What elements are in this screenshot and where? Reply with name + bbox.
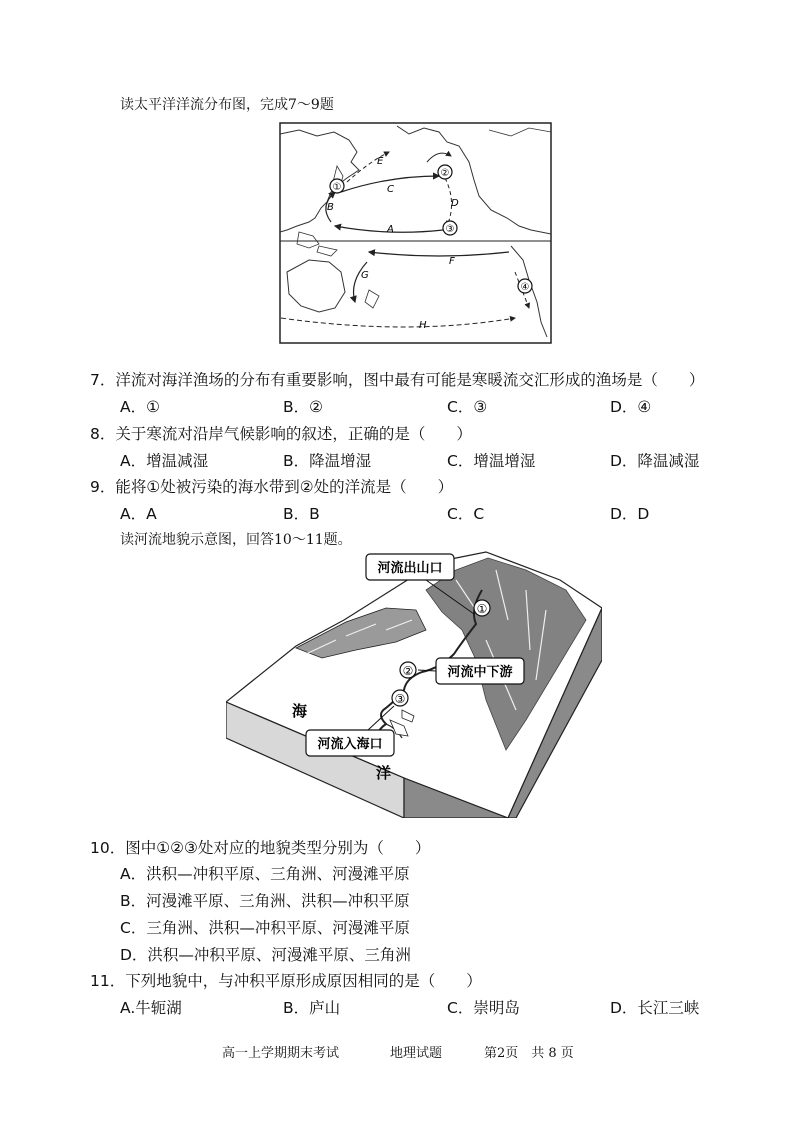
- map-marker-2: ②: [440, 168, 450, 179]
- q7-option-d[interactable]: D．④: [610, 398, 652, 416]
- river-intro: 读河流地貌示意图，回答10～11题。: [120, 532, 352, 548]
- q8-option-a[interactable]: A．增温减湿: [120, 452, 209, 470]
- label-c: C: [387, 184, 394, 195]
- label-e: E: [377, 156, 384, 167]
- question-10-stem: 10．图中①②③处对应的地貌类型分别为（ ）: [90, 839, 431, 857]
- q8-option-d[interactable]: D．降温减湿: [610, 452, 700, 470]
- map-intro: 读太平洋洋流分布图，完成7～9题: [120, 97, 334, 113]
- q10-option-c[interactable]: C．三角洲、洪积—冲积平原、河漫滩平原: [120, 919, 410, 937]
- q10-option-a[interactable]: A．洪积—冲积平原、三角洲、河漫滩平原: [120, 865, 410, 883]
- q9-option-a[interactable]: A．A: [120, 505, 157, 523]
- label-h: H: [419, 320, 427, 331]
- question-7-stem: 7．洋流对海洋渔场的分布有重要影响，图中最有可能是寒暖流交汇形成的渔场是（ ）: [90, 371, 705, 389]
- river-marker-1: ①: [476, 602, 488, 616]
- label-f: F: [449, 256, 455, 267]
- q7-option-c[interactable]: C．③: [447, 398, 488, 416]
- river-marker-3: ③: [394, 692, 406, 706]
- q11-option-b[interactable]: B．庐山: [283, 999, 341, 1017]
- map-marker-3: ③: [445, 224, 455, 235]
- label-a: A: [387, 224, 394, 235]
- callout-outlet: 河流出山口: [377, 561, 443, 576]
- q10-option-b[interactable]: B．河漫滩平原、三角洲、洪积—冲积平原: [120, 892, 410, 910]
- map-marker-1: ①: [332, 182, 342, 193]
- q9-option-b[interactable]: B．B: [283, 505, 320, 523]
- q7-option-a[interactable]: A．①: [120, 398, 160, 416]
- footer-page: 第2页 共 8 页: [484, 1046, 574, 1061]
- map-marker-4: ④: [520, 282, 530, 293]
- map-frame: [280, 123, 551, 343]
- label-b: B: [327, 202, 334, 213]
- q8-option-c[interactable]: C．增温增湿: [447, 452, 536, 470]
- river-landform-diagram: [226, 550, 602, 818]
- pacific-currents-map: [279, 122, 552, 344]
- callout-middle: 河流中下游: [447, 665, 513, 680]
- callout-mouth: 河流入海口: [317, 737, 383, 752]
- q8-option-b[interactable]: B．降温增湿: [283, 452, 372, 470]
- sea-label-1: 海: [292, 702, 308, 720]
- label-g: G: [361, 270, 369, 281]
- question-11-stem: 11．下列地貌中，与冲积平原形成原因相同的是（ ）: [90, 972, 482, 990]
- sea-label-2: 洋: [376, 764, 392, 782]
- q9-option-c[interactable]: C．C: [447, 505, 485, 523]
- q11-option-c[interactable]: C．崇明岛: [447, 999, 520, 1017]
- footer-exam: 高一上学期期末考试: [222, 1046, 340, 1061]
- q11-option-d[interactable]: D．长江三峡: [610, 999, 700, 1017]
- river-marker-2: ②: [402, 664, 414, 678]
- question-8-stem: 8．关于寒流对沿岸气候影响的叙述，正确的是（ ）: [90, 425, 472, 443]
- q11-option-a[interactable]: A.牛轭湖: [120, 999, 182, 1017]
- footer-subject: 地理试题: [390, 1046, 443, 1061]
- q7-option-b[interactable]: B．②: [283, 398, 324, 416]
- q9-option-d[interactable]: D．D: [610, 505, 650, 523]
- label-d: D: [451, 198, 459, 209]
- q10-option-d[interactable]: D．洪积—冲积平原、河漫滩平原、三角洲: [120, 946, 411, 964]
- question-9-stem: 9．能将①处被污染的海水带到②处的洋流是（ ）: [90, 478, 454, 496]
